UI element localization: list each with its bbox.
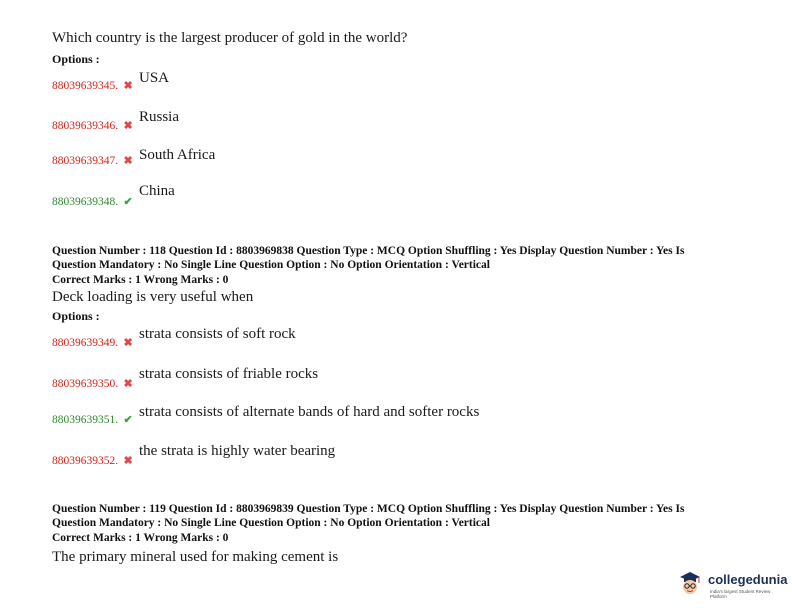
option-text: strata consists of soft rock: [139, 326, 296, 342]
option-id: 88039639350.: [52, 378, 119, 390]
option-text: Russia: [139, 109, 180, 125]
option-row[interactable]: [52, 116, 134, 134]
option-text: South Africa: [139, 147, 216, 163]
logo-name: collegedunia: [708, 572, 788, 587]
cross-icon: ✖: [123, 80, 133, 92]
option-row[interactable]: [52, 451, 134, 469]
graduate-mascot-icon: [678, 570, 702, 596]
options-label: Options :: [52, 52, 100, 66]
option-id: 88039639346.: [52, 120, 119, 132]
collegedunia-logo: [678, 566, 788, 606]
question-text: Deck loading is very useful when: [52, 289, 254, 305]
question-marks: Correct Marks : 1 Wrong Marks : 0: [52, 532, 229, 544]
question-meta: Question Number : 119 Question Id : 8803969839 Question Type : MCQ Option Shuffling : Yes Display Question Number : Yes Is: [52, 503, 685, 515]
option-text: strata consists of friable rocks: [139, 366, 319, 382]
option-text: the strata is highly water bearing: [139, 443, 336, 459]
option-id: 88039639348.: [52, 196, 119, 208]
option-row-correct[interactable]: [52, 410, 134, 428]
question-marks: Correct Marks : 1 Wrong Marks : 0: [52, 274, 229, 286]
check-icon: ✔: [123, 196, 133, 208]
cross-icon: ✖: [123, 155, 133, 167]
option-id: 88039639345.: [52, 80, 119, 92]
logo-tagline: India's largest Student Review Platform: [710, 589, 771, 599]
option-id: 88039639349.: [52, 337, 119, 349]
check-icon: ✔: [123, 414, 133, 426]
cross-icon: ✖: [123, 455, 133, 467]
cross-icon: ✖: [123, 337, 133, 349]
option-row[interactable]: [52, 374, 134, 392]
option-id: 88039639351.: [52, 414, 119, 426]
question-meta: Question Number : 118 Question Id : 8803969838 Question Type : MCQ Option Shuffling : Yes Display Question Number : Yes Is: [52, 245, 685, 257]
cross-icon: ✖: [123, 378, 133, 390]
option-row[interactable]: [52, 151, 134, 169]
option-id: 88039639347.: [52, 155, 119, 167]
question-meta: Question Mandatory : No Single Line Question Option : No Option Orientation : Vertical: [52, 517, 490, 529]
option-row-correct[interactable]: [52, 192, 134, 210]
question-text: The primary mineral used for making cement is: [52, 549, 339, 565]
option-row[interactable]: [52, 333, 134, 351]
option-text: China: [139, 183, 175, 199]
option-row[interactable]: [52, 76, 134, 94]
options-label: Options :: [52, 309, 100, 323]
option-text: strata consists of alternate bands of hard and softer rocks: [139, 404, 480, 420]
option-text: USA: [139, 70, 170, 86]
question-text: Which country is the largest producer of gold in the world?: [52, 30, 408, 46]
question-meta: Question Mandatory : No Single Line Question Option : No Option Orientation : Vertical: [52, 259, 490, 271]
cross-icon: ✖: [123, 120, 133, 132]
option-id: 88039639352.: [52, 455, 119, 467]
